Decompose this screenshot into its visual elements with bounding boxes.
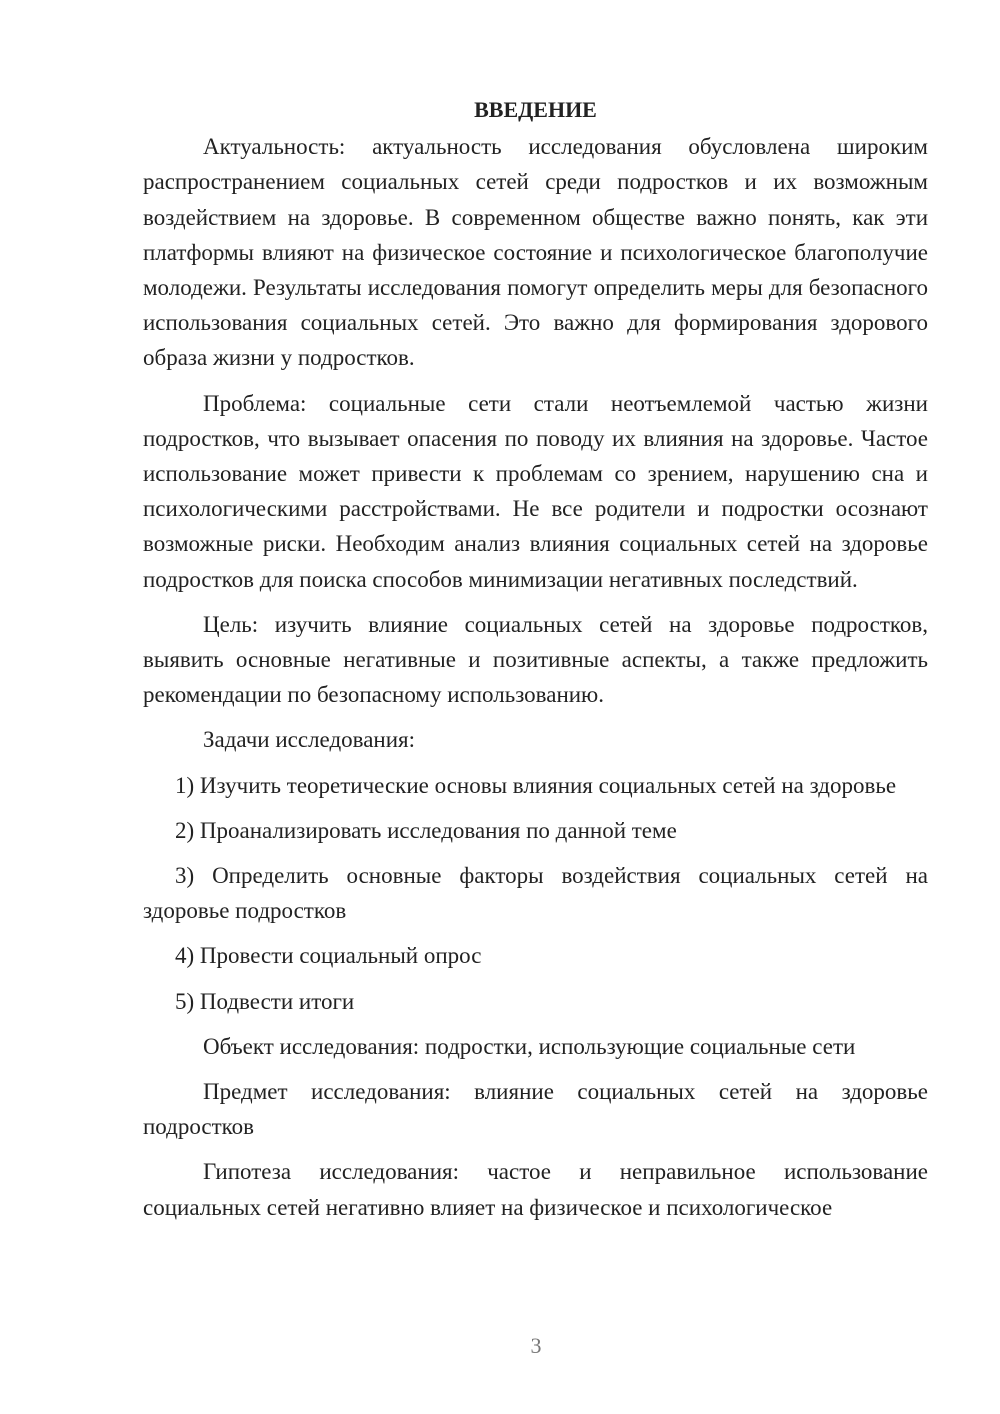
page-content <box>143 92 928 1235</box>
list-item: 2) Проанализировать исследования по данной теме <box>175 817 677 843</box>
list-item: 5) Подвести итоги <box>175 988 355 1014</box>
paragraph-subject: Предмет исследования: влияние социальных сетей на здоровье подростков <box>143 1079 928 1140</box>
page-title: ВВЕДЕНИЕ <box>474 97 597 122</box>
list-item: 4) Провести социальный опрос <box>175 943 482 969</box>
paragraph-problem: Проблема: социальные сети стали неотъемлемой частью жизни подростков, что вызывает опасения по поводу их влияния на здоровье. Частое использование может привести к проблемам со зрением, нарушению сна и психологическими расстройствами. Не все родители и подростки осознают возможные риски. Необходим анализ влияния социальных сетей на здоровье подростков для поиска способов минимизации негативных последствий. <box>143 390 928 592</box>
list-item: 1) Изучить теоретические основы влияния социальных сетей на здоровье <box>175 772 897 798</box>
paragraph-hypothesis: Гипотеза исследования: частое и неправильное использование социальных сетей негативно влияет на физическое и психологическое <box>143 1159 928 1220</box>
paragraph-tasks-heading: Задачи исследования: <box>203 727 416 753</box>
paragraph-object: Объект исследования: подростки, использующие социальные сети <box>203 1033 856 1059</box>
paragraph-relevance: Актуальность: актуальность исследования обусловлена широким распространением социальных сетей среди подростков и их возможным воздействием на здоровье. В современном обществе важно понять, как эти платформы влияют на физическое состояние и психологическое благополучие молодежи. Результаты исследования помогут определить меры для безопасного использования социальных сетей. Это важно для формирования здорового образа жизни у подростков. <box>143 134 928 371</box>
paragraph-goal: Цель: изучить влияние социальных сетей на здоровье подростков, выявить основные негативные и позитивные аспекты, а также предложить рекомендации по безопасному использованию. <box>143 611 928 708</box>
page-number: 3 <box>530 1333 542 1358</box>
list-item: 3) Определить основные факторы воздействия социальных сетей на здоровье подростков <box>143 863 928 924</box>
